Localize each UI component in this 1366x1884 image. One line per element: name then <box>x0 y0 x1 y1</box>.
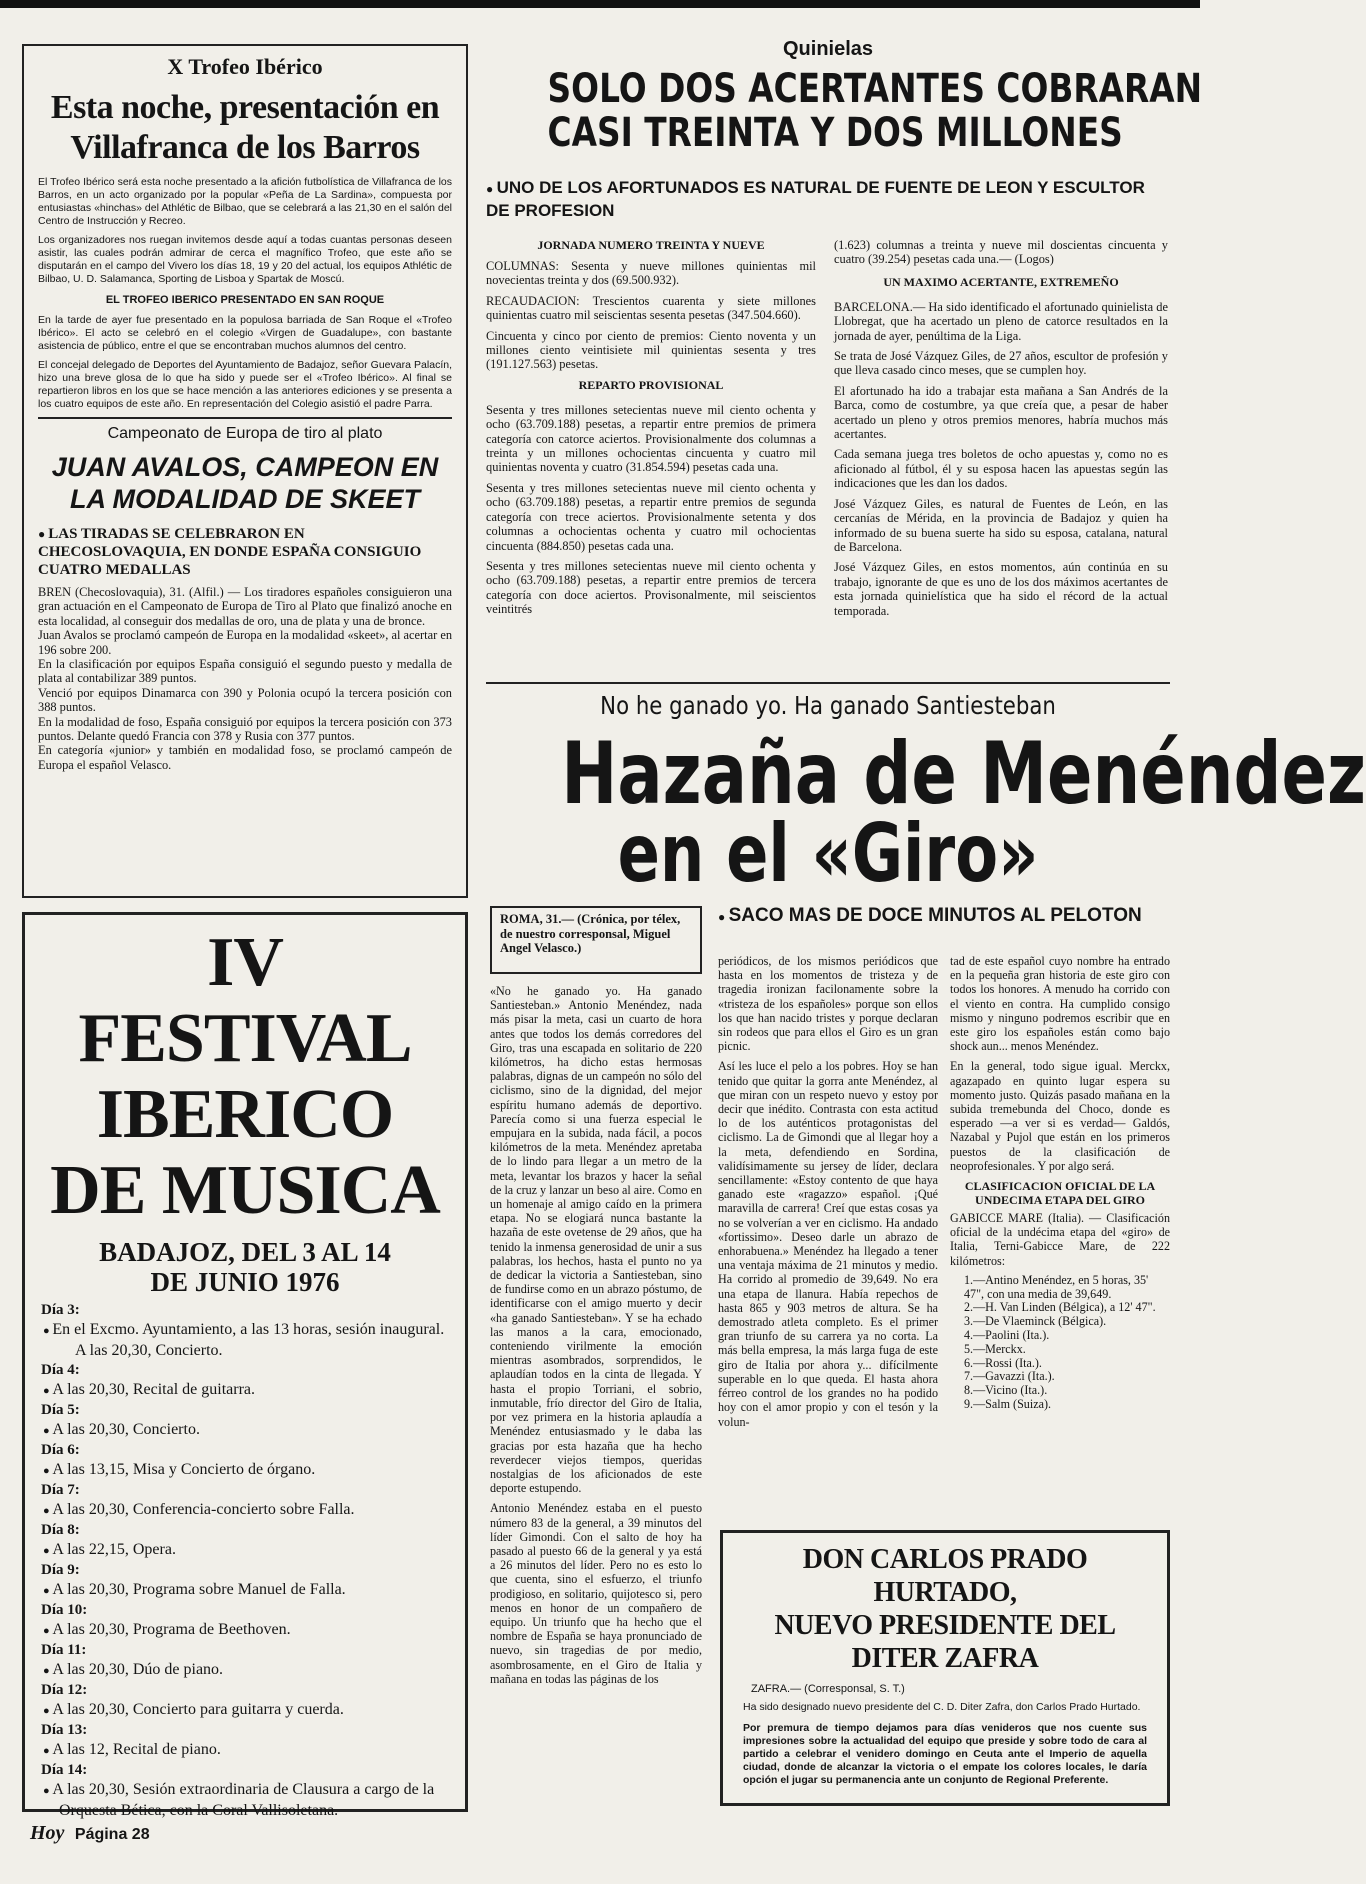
giro-b2: Así les luce el pelo a los pobres. Hoy se han tenido que quitar la gorra ante Menéndez, al que miran con un respeto nuevo y estoy por decir que inédito. Contrasta con esta actitud lo de los auténticos protagonistas del ciclismo. La de Gimondi que al llegar hoy a la meta, defendiendo en Sordina, validísimamente su jersey de líder, declara sencillamente: «Estoy contento de que haya ganado este «ragazzo» español. ¡Qué maravilla de carrera! Creí que estas cosas ya no se volverían a ver en ciclismo. Ha andado «fortissimo». Deseo darle un abrazo de enhorabuena.» Menéndez ha llegado a tener una ventaja máxima de 21 minutos y medio. Ha corrido al promedio de 39,649. No era una etapa de llanura. Había repechos de hasta 865 y 903 metros de altura. Se ha demostrado atleta completo. Es el primer gran triunfo de su carrera ya no corta. La más bella empresa, la más larga fuga de este giro de Italia por ahora y... difícilmente superable en lo que queda. El hasta ahora férreo control de los grandes no ha podido hoy con el amor propio y con el tesón y la volun- <box>718 1059 938 1429</box>
quinielas-r7: José Vázquez Giles, en estos momentos, aún continúa en su trabajo, ignorante de que es uno de los dos máximos acertantes de esta jornada quinielística que ha sido el récord de la actual temporada. <box>834 560 1168 618</box>
quinielas-c6: Sesenta y tres millones setecientas nueve mil ciento ochenta y ocho (63.709.188) pesetas, a repartir entre premios de tercera categoría con doce aciertos. Provisonalmente, mil seiscientos veintitrés <box>486 558 816 617</box>
quinielas-col-right <box>834 238 1168 624</box>
page-footer <box>30 1822 150 1845</box>
program-day: Día 10: <box>41 1602 88 1618</box>
program-day: Día 7: <box>41 1482 80 1498</box>
jornada-label: JORNADA NUMERO TREINTA Y NUEVE <box>537 238 765 252</box>
hoy-logo: Hoy <box>30 1822 65 1844</box>
result-item: 5.—Merckx. <box>964 1341 1026 1356</box>
program-event: ● A las 22,15, Opera. <box>41 1540 449 1561</box>
trofeo-kicker: X Trofeo Ibérico <box>167 54 323 79</box>
page-number: Página 28 <box>74 1826 150 1843</box>
program-day: Día 14: <box>41 1762 88 1778</box>
quinielas-r4: El afortunado ha ido a trabajar esta mañana a San Andrés de la Barca, como de costumbre, ya que creía que, a pesar de haber acertado un pleno y otros premios menores, habría muchos más acertantes. <box>834 383 1168 442</box>
divider <box>38 417 452 419</box>
diter-dateline: ZAFRA.— (Corresponsal, S. T.) <box>751 1683 905 1695</box>
tiro-p5: En la modalidad de foso, España consiguió por equipos la tercera posición con 373 puntos. Delante quedó Francia con 378 y Rusia con 377 puntos. <box>38 714 452 744</box>
giro-a1: «No he ganado yo. Ha ganado Santiesteban.» Antonio Menéndez, nada más pisar la meta, casi un cuarto de hora antes que todos los demás corredores del Giro, tras una escapada en solitario de 220 kilómetros, ha dicho estas hermosas palabras, dignas de un campeón no sólo del ciclismo, sino de la dignidad, del mejor espíritu humano además de deportivo. Parecía como si una fuerza especial le empujara en la subida, nada fácil, a pocos kilómetros de la meta. Menéndez apretaba de lo lindo para llegar a un metro de la meta, levantar los brazos y hacer la señal de la cruz y lanzar un beso al aire. Como en un homenaje al amigo caído en la primera etapa. No se elogiará nunca bastante la hazaña de este ovetense de 29 años, que ha tenido la inmensa generosidad de unir a sus palabras, los hechos, hasta el punto no ya de dedicar la victoria a Santiesteban, sino de fundirse como en un abrazo póstumo, de identificarse con el amigo muerto y decir «ha ganado Santiesteban». Y se ha echado las manos a la cara, emocionado, conteniendo virilmente la emoción mientras asombrados, sorprendidos, le aplaudían todos en la cinta de llegada. Y hasta el propio Torriani, el sobrio, inmutable, frío director del Giro de Italia, por vez primera en la historia aplaudía a Menéndez entusiasmado y le daba las gracias por esta hazaña que ha hecho reverdecer viejos tiempos, queridas nostalgias de los aficionados de este deporte estupendo. <box>490 984 702 1496</box>
program-day: Día 6: <box>41 1442 80 1458</box>
program-event: ● A las 20,30, Recital de guitarra. <box>41 1380 449 1401</box>
diter-p2: Por premura de tiempo dejamos para días venideros que nos cuente sus impresiones sobre la actualidad del equipo que preside y sobre todo de cara al partido a celebrar el venidero domingo en Ceuta ante el Imperio de aquella ciudad, donde de alcanzar la victoria o el empate los colores locales, le daría opción el jugar su permanencia ante un conjunto de Regional Preferente. <box>743 1722 1147 1786</box>
program-event: ● A las 12, Recital de piano. <box>41 1740 449 1761</box>
result-item: 6.—Rossi (Ita.). <box>964 1355 1042 1370</box>
tiro-p2: Juan Avalos se proclamó campeón de Europa en la modalidad «skeet», al acertar en 196 sobre 200. <box>38 628 453 657</box>
diter-headline-1: DON CARLOS PRADO HURTADO, <box>802 1544 1088 1608</box>
program-day: Día 11: <box>41 1642 87 1658</box>
program-event: ● A las 20,30, Sesión extraordinaria de Clausura a cargo de la Orquesta Bética, con la Coral Vallisoletana. <box>41 1780 449 1821</box>
tiro-headline: JUAN AVALOS, CAMPEON EN LA MODALIDAD DE SKEET <box>51 452 439 514</box>
quinielas-r1: (1.623) columnas a treinta y nueve mil doscientas cincuenta y cuatro (39.254) pesetas cada una.— (Logos) <box>834 238 1168 267</box>
festival-box <box>22 912 468 1819</box>
result-item: 2.—H. Van Linden (Bélgica), a 12' 47". <box>964 1300 1156 1315</box>
result-item: 4.—Paolini (Ita.). <box>964 1328 1050 1343</box>
quinielas-r3: Se trata de José Vázquez Giles, de 27 años, escultor de profesión y que lleva casado cinco meses, que se cumplen hoy. <box>834 349 1168 378</box>
quinielas-c1: COLUMNAS: Sesenta y nueve millones quinientas mil novecientas treinta y dos (69.500.932). <box>486 259 816 288</box>
result-item: 3.—De Vlaeminck (Bélgica). <box>964 1314 1107 1329</box>
quinielas-r6: José Vázquez Giles, es natural de Fuentes de León, en las cercanías de Mérida, en la provincia de Badajoz y quien ha informado de su buena suerte ha sido su esposa, catalana, natural de Barcelona. <box>834 496 1168 554</box>
clasif-intro: GABICCE MARE (Italia). — Clasificación oficial de la undécima etapa del «giro» de Italia, Terni-Gabicce Mare, de 222 kilómetros: <box>950 1211 1170 1268</box>
giro-deck: ● SACO MAS DE DOCE MINUTOS AL PELOTON <box>718 904 1168 929</box>
giro-col-1 <box>490 984 702 1814</box>
results-list <box>950 1274 1170 1412</box>
quinielas-c2: RECAUDACION: Trescientos cuarenta y siete millones quinientas cuatro mil seiscientas sesenta pesetas (347.504.660). <box>486 293 816 323</box>
tiro-p1: BREN (Checoslovaquia), 31. (Alfil.) — Los tiradores españoles consiguieron una gran actuación en el Campeonato de Europa de Tiro al Plato que finalizó anoche en esta localidad, al conseguir dos medallas de oro, una de plata y una de bronce. <box>38 585 452 628</box>
program-event: ● A las 20,30, Conferencia-concierto sobre Falla. <box>41 1500 449 1521</box>
clasif-title: CLASIFICACION OFICIAL DE LA UNDECIMA ETAPA DEL GIRO <box>964 1179 1156 1208</box>
result-item: 8.—Vicino (Ita.). <box>964 1383 1048 1398</box>
tiro-p4: Venció por equipos Dinamarca con 390 y Polonia ocupó la tercera posición con 388 puntos. <box>38 685 452 715</box>
giro-d1: tad de este español cuyo nombre ha entrado en la pequeña gran historia de este giro con todos los honores. A menudo ha corrido con el viento en contra. Ha cumplido consigo mismo y ninguno podremos escribir que en este giro los españoles están como bajo shock aun... menos Menéndez. <box>950 954 1170 1054</box>
program-event-extra: A las 20,30, Concierto. <box>75 1342 223 1359</box>
program-day: Día 9: <box>41 1562 80 1578</box>
quinielas-headline-2: CASI TREINTA Y DOS MILLONES <box>547 110 1123 156</box>
program-event: ● A las 20,30, Concierto para guitarra y cuerda. <box>41 1700 449 1721</box>
program-event: ● En el Excmo. Ayuntamiento, a las 13 horas, sesión inaugural. <box>41 1320 449 1341</box>
top-rule <box>0 0 1200 8</box>
trofeo-p4: El concejal delegado de Deportes del Ayuntamiento de Badajoz, señor Guevara Palacín, hizo una breve glosa de lo que ha sido y puede ser el «Trofeo Ibérico». Al final se repartieron libros en los que se hace mención a las anteriores ediciones y se presenta a los cuatro equipos de este año. En representación del Colegio asistió el padre Parra. <box>38 359 452 410</box>
program-day: Día 12: <box>41 1682 88 1698</box>
trofeo-subhead: EL TROFEO IBERICO PRESENTADO EN SAN ROQUE <box>105 294 385 306</box>
festival-dates-1: BADAJOZ, DEL 3 AL 14 <box>99 1237 391 1267</box>
tiro-p3: En la clasificación por equipos España consiguió el segundo puesto y medalla de plata al contabilizar 389 puntos. <box>38 657 452 686</box>
festival-dates-2: DE JUNIO 1976 <box>150 1267 340 1297</box>
quinielas-c3: Cincuenta y cinco por ciento de premios: Ciento noventa y un millones ciento veintisiete mil quinientas sesenta y tres (191.127.563) pesetas. <box>486 328 816 372</box>
section-rule <box>486 682 1170 684</box>
giro-headline-1: Hazaña de Menéndez <box>561 724 1366 824</box>
program-day: Día 4: <box>41 1362 80 1378</box>
trofeo-p2: Los organizadores nos ruegan invitemos desde aquí a todas cuantas personas deseen asistir, las cuales podrán admirar de cerca el magnífico Trofeo, que este año se disputarán en el campo del Vivero los días 18, 19 y 20 del actual, los equipos Athlétic de Bilbao, U. D. Salamanca, Sporting de Lisboa y Spartak de Moscú. <box>38 234 452 285</box>
giro-kicker: No he ganado yo. Ha ganado Santiesteban <box>600 691 1056 720</box>
program-event: ● A las 13,15, Misa y Concierto de órgano. <box>41 1460 449 1481</box>
festival-title-3: DE MUSICA <box>50 1152 440 1229</box>
giro-a2: Antonio Menéndez estaba en el puesto número 83 de la general, a 39 minutos del líder Gimondi. Con el salto de hoy ha pasado al puesto 66 de la general y ya está a 26 minutos del líder. Pero no es esto lo que cuenta, sino el esfuerzo, el triunfo prodigioso, en solitario, quijotesco si, pero menos en honor de un compañero de equipo. Un triunfo que ha hecho que el nombre de España se haya pronunciado de nuevo, sin tragedias de por medio, asombrosamente, en el Giro de Italia y mañana en todas las páginas de los <box>490 1501 702 1686</box>
trofeo-box <box>22 44 468 898</box>
festival-title-1: IV FESTIVAL <box>78 924 412 1077</box>
diter-box <box>720 1530 1170 1806</box>
program-day: Día 3: <box>41 1302 80 1318</box>
program-day: Día 13: <box>41 1722 88 1738</box>
giro-dateline: ROMA, 31.— (Crónica, por télex, de nuestro corresponsal, Miguel Angel Velasco.) <box>500 912 681 955</box>
program-event: ● A las 20,30, Programa sobre Manuel de Falla. <box>41 1580 449 1601</box>
result-item: 9.—Salm (Suiza). <box>964 1397 1051 1412</box>
quinielas-c5: Sesenta y tres millones setecientas nueve mil ciento ochenta y ocho (63.709.188) pesetas, a repartir entre premios de segunda categoría con trece aciertos. Provisionalmente setenta y dos columnas a ochocientas ochenta y cuatro mil ochocientas cincuenta (884.850) pesetas cada una. <box>486 480 816 553</box>
quinielas-r2: BARCELONA.— Ha sido identificado el afortunado quinielista de Llobregat, que ha acertado un pleno de catorce resultados en la jornada de ayer, penúltima de la Liga. <box>834 299 1168 343</box>
diter-headline-3: DITER ZAFRA <box>851 1643 1039 1674</box>
giro-b1: periódicos, de los mismos periódicos que hasta en los momentos de tristeza y de tragedia ironizan facilonamente sobre la «tristeza de los españoles» porque son ellos los que han nacido tristes y porque declaran sin rodeos que para ellos el Giro es un gran picnic. <box>718 954 938 1054</box>
reparto-label: REPARTO PROVISIONAL <box>578 377 724 392</box>
tiro-p6: En categoría «junior» y también en modalidad foso, se proclamó campeón de Europa el español Velasco. <box>38 743 452 772</box>
trofeo-headline: Esta noche, presentación en Villafranca de los Barros <box>50 89 440 166</box>
festival-title-2: IBERICO <box>96 1076 394 1153</box>
giro-col-2 <box>718 954 938 1524</box>
maximo-label: UN MAXIMO ACERTANTE, EXTREMEÑO <box>883 274 1119 289</box>
trofeo-p1: El Trofeo Ibérico será esta noche presentado a la afición futbolística de Villafranca de los Barros, en un acto organizado por la popular «Peña de La Sardina», compuesta por entusiastas «hinchas» del Athlétic de Bilbao, que se celebrará a las 21,30 en el salón del Centro de Instrucción y Recreo. <box>38 176 452 227</box>
diter-headline-2: NUEVO PRESIDENTE DEL <box>774 1610 1116 1641</box>
tiro-kicker: Campeonato de Europa de tiro al plato <box>107 425 383 442</box>
result-item: 7.—Gavazzi (Ita.). <box>964 1369 1055 1384</box>
program-day: Día 8: <box>41 1522 80 1538</box>
quinielas-headline-1: SOLO DOS ACERTANTES COBRARAN <box>547 66 1203 112</box>
giro-dateline-box <box>490 906 702 974</box>
giro-d2: En la general, todo sigue igual. Merckx, agazapado en quinto lugar espera su momento justo. Quizás pasado mañana en la subida tremebunda del Choco, donde es esperado —a ver si es verdad— Galdós, Nazabal y Pujol que están en los primeros puestos de la clasificación de neoprofesionales. Y por algo será. <box>950 1059 1170 1173</box>
result-item: 1.—Antino Menéndez, en 5 horas, 35' 47", con una media de 39,649. <box>964 1272 1149 1301</box>
program-event: ● A las 20,30, Dúo de piano. <box>41 1660 449 1681</box>
quinielas-deck: ● UNO DE LOS AFORTUNADOS ES NATURAL DE FUENTE DE LEON Y ESCULTOR DE PROFESION <box>486 177 1170 222</box>
quinielas-r5: Cada semana juega tres boletos de ocho apuestas y, como no es aficionado al fútbol, él y su esposa hacen las apuestas según las indicaciones que les dan los dados. <box>834 447 1168 491</box>
quinielas-c4: Sesenta y tres millones setecientas nueve mil ciento ochenta y ocho (63.709.188) pesetas, a repartir entre premios de primera categoría con catorce aciertos. Provisionalmente dos columnas a treinta y un millones ochocientas cincuenta y cuatro mil quinientas noventa y cuatro (31.854.594) pesetas cada una. <box>486 402 816 475</box>
trofeo-p3: En la tarde de ayer fue presentado en la populosa barriada de San Roque el «Trofeo Ibérico». El acto se celebró en el colegio «Virgen de Guadalupe», con bastante asistencia de público, entre el que se encontraban muchos alumnos del centro. <box>38 314 452 352</box>
quinielas-section <box>486 38 1203 678</box>
tiro-deck: ● LAS TIRADAS SE CELEBRARON EN CHECOSLOVAQUIA, EN DONDE ESPAÑA CONSIGUIO CUATRO MEDALLAS <box>38 525 452 579</box>
diter-p1: Ha sido designado nuevo presidente del C. D. Diter Zafra, don Carlos Prado Hurtado. <box>743 1701 1141 1713</box>
giro-headline-2: en el «Giro» <box>617 807 1039 900</box>
quinielas-kicker: Quinielas <box>782 38 874 60</box>
quinielas-col-left <box>486 238 816 623</box>
giro-col-3 <box>950 954 1170 1524</box>
program-event: ● A las 20,30, Programa de Beethoven. <box>41 1620 449 1641</box>
program-event: ● A las 20,30, Concierto. <box>41 1420 449 1441</box>
festival-program <box>41 1301 449 1821</box>
program-day: Día 5: <box>41 1402 80 1418</box>
